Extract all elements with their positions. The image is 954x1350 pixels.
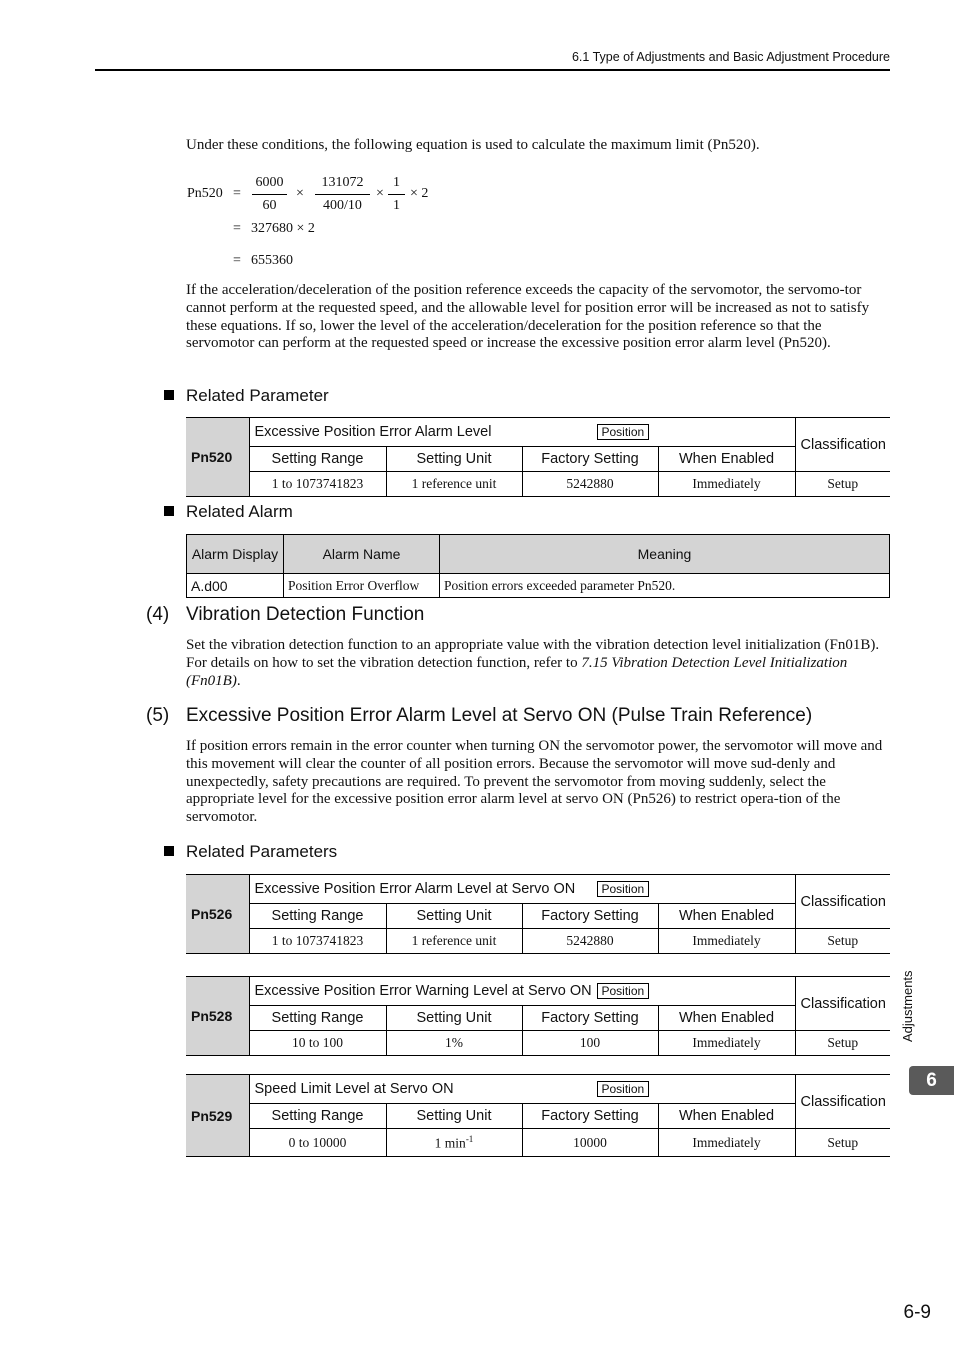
setting-range-header: Setting Range [249,1104,386,1129]
setting-unit-header: Setting Unit [386,447,522,472]
parameter-number: Pn529 [186,1075,249,1157]
classification-value: Setup [795,1031,890,1056]
running-header: 6.1 Type of Adjustments and Basic Adjustment Procedure [571,50,890,64]
section-4-paragraph: Set the vibration detection function to an appropriate value with the vibration detection level initialization (Fn01B). For details on how to set the vibration detection function, refer to 7.15 Vibration Detection Level Initialization (Fn01B). [186,637,880,689]
fraction-2-numerator: 131072 [315,175,370,195]
classification-value: Setup [795,929,890,954]
when-enabled-header: When Enabled [658,1104,795,1129]
factory-setting-value: 5242880 [522,929,658,954]
equation-line-2: 327680 × 2 [251,221,315,236]
alarm-table [186,534,890,598]
classification-value: Setup [795,1129,890,1157]
setting-range-value: 1 to 1073741823 [249,929,386,954]
setting-range-header: Setting Range [249,1006,386,1031]
equation-tail: × 2 [410,186,429,201]
when-enabled-value: Immediately [658,1129,795,1157]
parameter-number: Pn526 [186,875,249,954]
unit-superscript: -1 [465,1133,474,1144]
intro-paragraph: Under these conditions, the following equation is used to calculate the maximum limit (Pn520). [186,137,760,153]
setting-unit-value: 1% [386,1031,522,1056]
parameter-name: Speed Limit Level at Servo ON Position [249,1075,795,1104]
explanation-paragraph: If the acceleration/deceleration of the position reference exceeds the capacity of the servomotor, the servomo-tor cannot perform at the requested speed, and the allowable level for position error will be increased as not to satisfy these equations. If so, lower the level of the acceleration/deceleration for the position reference so that the servomotor can perform at the requested speed or increase the excessive position error alarm level (Pn520). [186,282,870,352]
setting-range-value: 1 to 1073741823 [249,472,386,497]
fraction-2 [315,175,370,214]
when-enabled-header: When Enabled [658,447,795,472]
cross-reference-link[interactable]: 7.15 Vibration Detection Level Initialization (Fn01B) [186,654,848,689]
factory-setting-header: Factory Setting [522,1006,658,1031]
when-enabled-header: When Enabled [658,1006,795,1031]
parameter-table-pn528 [186,976,890,1056]
times-sign: × [376,186,384,201]
position-tag: Position [597,881,650,897]
when-enabled-value: Immediately [658,472,795,497]
chapter-tab: 6 [909,1066,954,1095]
setting-unit-header: Setting Unit [386,1006,522,1031]
square-bullet-icon [164,506,174,516]
setting-unit-value: 1 reference unit [386,929,522,954]
fraction-1-numerator: 6000 [252,175,287,195]
setting-range-header: Setting Range [249,447,386,472]
factory-setting-header: Factory Setting [522,904,658,929]
classification-header: Classification [795,875,890,929]
parameter-name: Excessive Position Error Alarm Level Position [249,418,795,447]
square-bullet-icon [164,846,174,856]
section-5-paragraph: If position errors remain in the error counter when turning ON the servomotor power, the servomotor will move and this movement will clear the counter of all position errors. Because the servomotor will move sud-denly and unexpectedly, safety precautions are required. To prevent the servomotor from moving suddenly, select the appropriate level for the excessive position error alarm level at servo ON (Pn526) to restrict opera-tion of the servomotor. [186,738,883,826]
fraction-3 [388,175,405,214]
factory-setting-value: 5242880 [522,472,658,497]
position-tag: Position [597,983,650,999]
related-parameters-heading: Related Parameters [164,842,337,862]
setting-unit-value: 1 reference unit [386,472,522,497]
equation-equals: = [233,186,241,201]
classification-header: Classification [795,977,890,1031]
parameter-table-pn529 [186,1074,890,1157]
alarm-name-header: Alarm Name [284,535,440,574]
fraction-3-numerator: 1 [388,175,405,195]
fraction-1-denominator: 60 [262,198,277,213]
position-tag: Position [597,1081,650,1097]
fraction-2-denominator: 400/10 [323,198,362,213]
meaning-header: Meaning [440,535,890,574]
page-number: 6-9 [903,1302,931,1323]
times-sign: × [296,186,304,201]
factory-setting-header: Factory Setting [522,447,658,472]
factory-setting-value: 100 [522,1031,658,1056]
chapter-side-label: Adjustments [900,970,915,1042]
fraction-3-denominator: 1 [393,198,400,213]
equation-equals: = [233,253,241,268]
section-5-heading: (5) Excessive Position Error Alarm Level at Servo ON (Pulse Train Reference) [146,705,813,726]
setting-range-header: Setting Range [249,904,386,929]
classification-header: Classification [795,1075,890,1129]
square-bullet-icon [164,390,174,400]
classification-value: Setup [795,472,890,497]
alarm-code: A.d00 [187,574,284,598]
setting-range-value: 10 to 100 [249,1031,386,1056]
section-4-heading: (4) Vibration Detection Function [146,604,425,625]
parameter-name: Excessive Position Error Warning Level at Servo ON Position [249,977,795,1006]
parameter-name: Excessive Position Error Alarm Level at Servo ON Position [249,875,795,904]
when-enabled-value: Immediately [658,929,795,954]
parameter-number: Pn528 [186,977,249,1056]
position-tag: Position [597,424,650,440]
factory-setting-header: Factory Setting [522,1104,658,1129]
fraction-1 [252,175,287,214]
parameter-table-pn520 [186,417,890,497]
setting-unit-value: 1 $\min^{-1}$ [386,1129,522,1157]
setting-unit-header: Setting Unit [386,904,522,929]
alarm-name: Position Error Overflow [284,574,440,598]
when-enabled-value: Immediately [658,1031,795,1056]
alarm-display-header: Alarm Display [187,535,284,574]
equation-equals: = [233,221,241,236]
parameter-number: Pn520 [186,418,249,497]
factory-setting-value: 10000 [522,1129,658,1157]
equation-line-3: 655360 [251,253,293,268]
related-parameter-heading: Related Parameter [164,386,329,406]
related-alarm-heading: Related Alarm [164,502,293,522]
setting-unit-header: Setting Unit [386,1104,522,1129]
alarm-meaning: Position errors exceeded parameter Pn520. [440,574,890,598]
parameter-table-pn526 [186,874,890,954]
header-rule [95,69,890,71]
classification-header: Classification [795,418,890,472]
equation-lhs: Pn520 [187,186,223,201]
setting-range-value: 0 to 10000 [249,1129,386,1157]
when-enabled-header: When Enabled [658,904,795,929]
